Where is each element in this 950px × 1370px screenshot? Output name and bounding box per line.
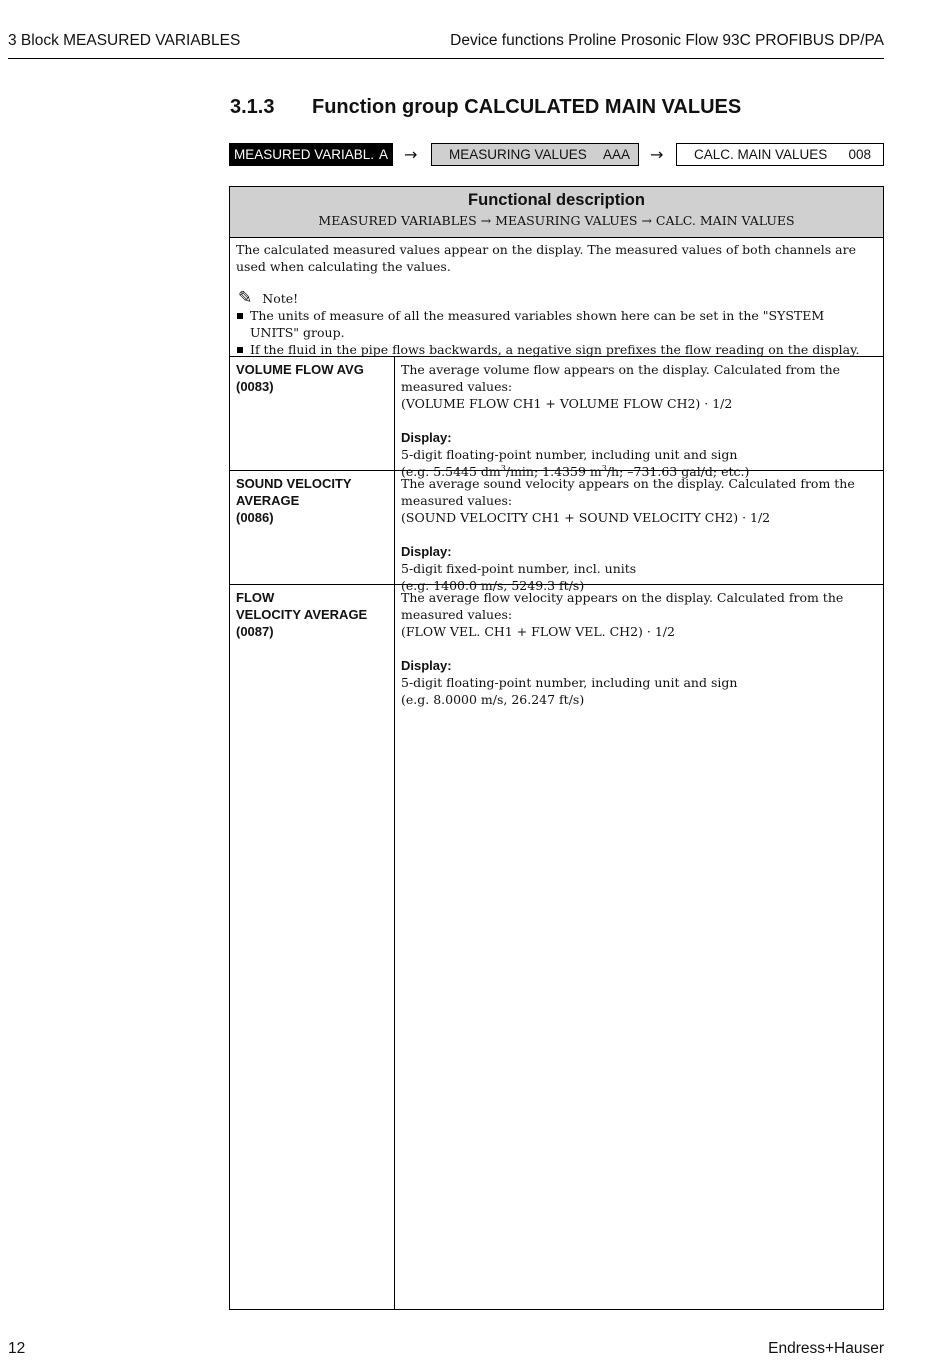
header-chapter: 3 Block MEASURED VARIABLES	[8, 32, 241, 49]
section-title	[230, 96, 741, 119]
nav-box-code: A	[378, 147, 388, 162]
function-code: (0087)	[236, 624, 274, 639]
nav-arrow-1: →	[404, 145, 418, 164]
table-header	[230, 187, 883, 238]
function-description	[401, 361, 877, 480]
display-label: Display:	[401, 544, 452, 559]
function-description	[401, 475, 877, 594]
intro-text: The calculated measured values appear on the display. The measured values of both channels are used when calculating the values.	[236, 242, 856, 274]
function-description	[401, 589, 877, 708]
formula: (FLOW VEL. CH1 + FLOW VEL. CH2) · 1/2	[401, 624, 675, 639]
list-item: If the fluid in the pipe flows backwards, a negative sign prefixes the flow reading on the display.	[236, 341, 877, 358]
intro-cell	[230, 237, 883, 357]
description-text: The average sound velocity appears on the display. Calculated from the measured values:	[401, 476, 855, 508]
nav-box-label: MEASURING VALUES	[449, 147, 587, 162]
page-header	[8, 30, 884, 59]
display-label: Display:	[401, 430, 452, 445]
header-document-title: Device functions Proline Prosonic Flow 93C PROFIBUS DP/PA	[450, 32, 884, 49]
formula: (SOUND VELOCITY CH1 + SOUND VELOCITY CH2) · 1/2	[401, 510, 771, 525]
page-number: 12	[8, 1340, 26, 1357]
description-text: The average volume flow appears on the display. Calculated from the measured values:	[401, 362, 841, 394]
nav-arrow-2: →	[650, 145, 664, 164]
function-name-line: FLOW	[236, 590, 275, 605]
display-text: 5-digit floating-point number, including unit and sign	[401, 675, 738, 690]
note-label: Note!	[262, 291, 299, 306]
function-name	[236, 589, 386, 640]
functional-description-table	[229, 186, 884, 1310]
table-row-flow-velocity-average	[230, 585, 883, 1309]
nav-box-code: 008	[848, 147, 871, 162]
display-example: (e.g. 5.5445 $dm^3/\min$; 1.4359 $m^3/h$; –731.63 gal/d; etc.)	[401, 463, 750, 479]
brand-name: Endress+Hauser	[768, 1340, 884, 1357]
section-title-text: Function group CALCULATED MAIN VALUES	[312, 96, 742, 118]
nav-box-measured-variables	[229, 143, 393, 166]
function-name-line: VOLUME FLOW AVG	[236, 362, 364, 377]
function-code: (0086)	[236, 510, 274, 525]
function-name-line: AVERAGE	[236, 493, 300, 508]
display-example: (e.g. 8.0000 m/s, 26.247 ft/s)	[401, 692, 585, 707]
display-text: 5-digit floating-point number, including unit and sign	[401, 447, 738, 462]
table-path: MEASURED VARIABLES → MEASURING VALUES → CALC. MAIN VALUES	[318, 213, 795, 228]
function-code: (0083)	[236, 379, 274, 394]
function-name	[236, 475, 386, 526]
pencil-icon: ✎	[238, 288, 253, 308]
function-name-line: VELOCITY AVERAGE	[236, 607, 368, 622]
display-text: 5-digit fixed-point number, incl. units	[401, 561, 637, 576]
function-name	[236, 361, 386, 395]
table-heading: Functional description	[468, 191, 645, 209]
display-example: (e.g. 1400.0 m/s, 5249.3 ft/s)	[401, 578, 585, 593]
nav-box-label: MEASURED VARIABL.	[234, 147, 375, 162]
function-name-line: SOUND VELOCITY	[236, 476, 352, 491]
nav-box-measuring-values	[431, 143, 639, 166]
formula: (VOLUME FLOW CH1 + VOLUME FLOW CH2) · 1/2	[401, 396, 733, 411]
note-bullets	[236, 307, 877, 358]
nav-box-label: CALC. MAIN VALUES	[694, 147, 828, 162]
section-number: 3.1.3	[230, 96, 275, 118]
list-item: The units of measure of all the measured variables shown here can be set in the "SYSTEM UNITS" group.	[236, 307, 877, 341]
nav-box-code: AAA	[602, 147, 630, 162]
display-label: Display:	[401, 658, 452, 673]
note-line	[236, 290, 877, 307]
nav-box-calc-main-values	[676, 143, 884, 166]
table-row-sound-velocity-average	[230, 471, 883, 593]
description-text: The average flow velocity appears on the display. Calculated from the measured values:	[401, 590, 844, 622]
table-row-volume-flow-avg	[230, 357, 883, 479]
